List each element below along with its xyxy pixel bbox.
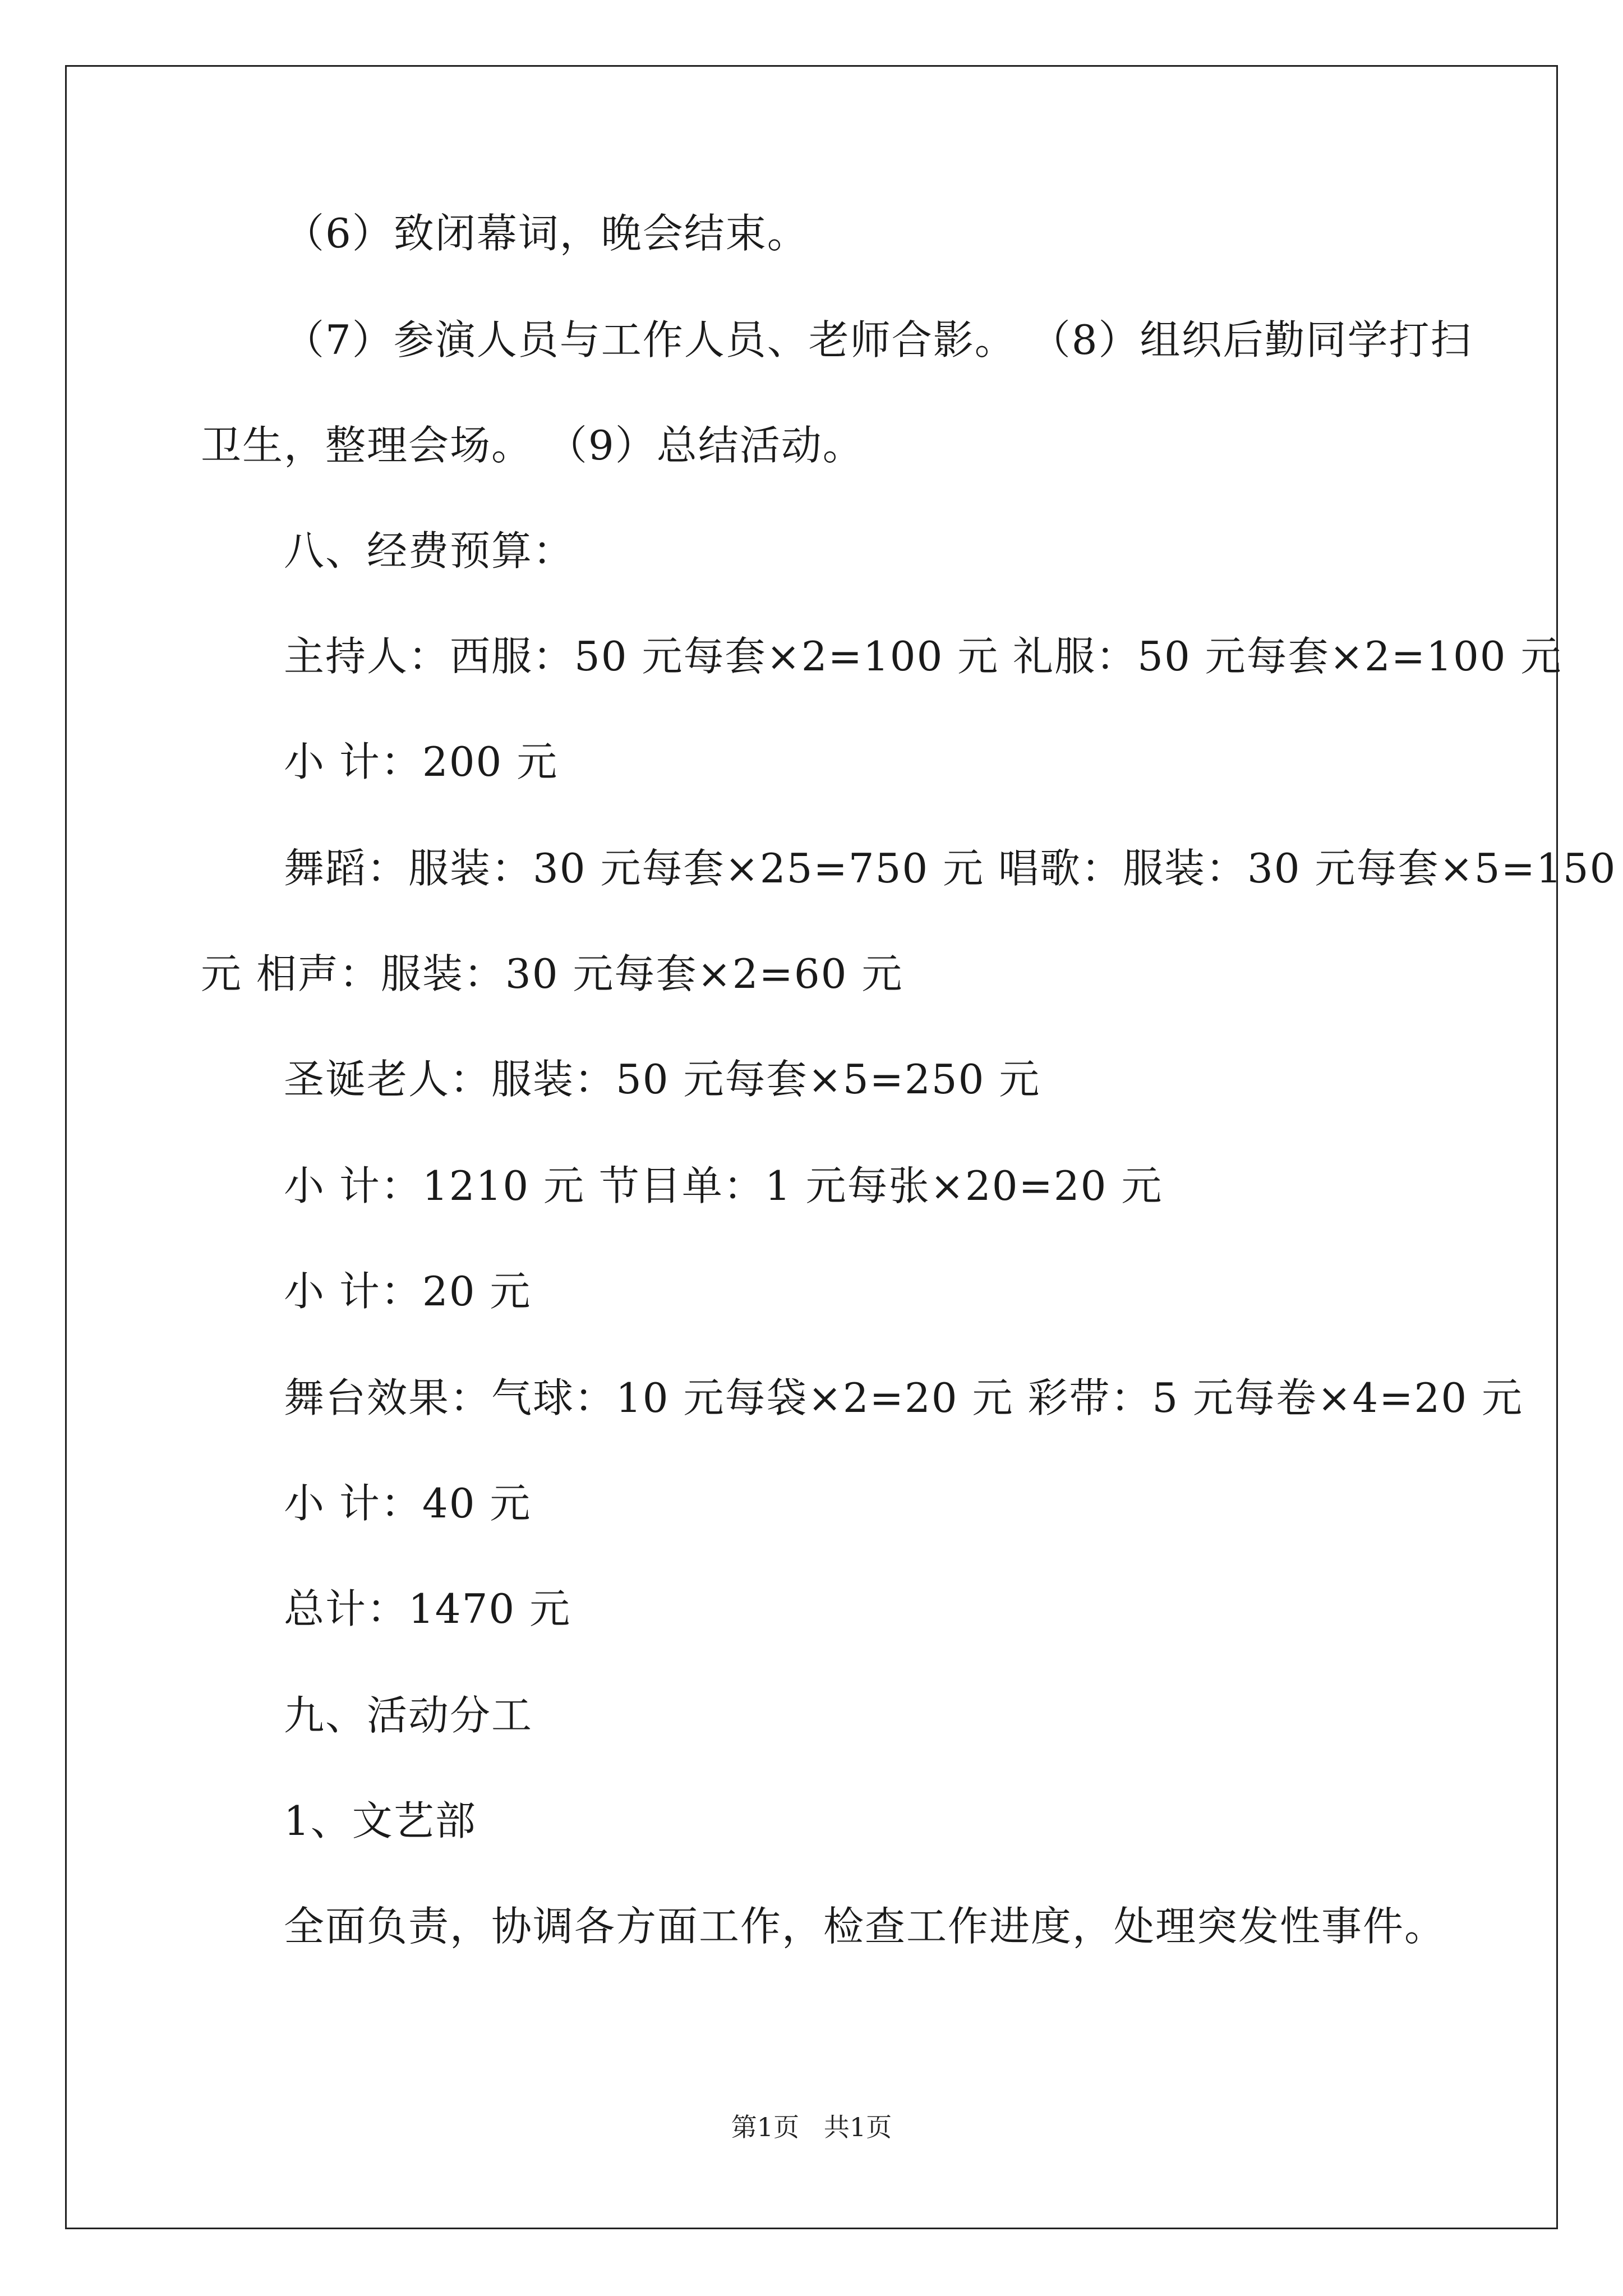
text-line: 小 计：40 元	[284, 1480, 532, 1527]
text-line: 小 计：1210 元 节目单：1 元每张×20=20 元	[284, 1162, 1163, 1209]
text-line: 小 计：20 元	[284, 1268, 532, 1315]
text-line: 元 相声：服装：30 元每套×2=60 元	[201, 950, 903, 997]
text-line: 主持人：西服：50 元每套×2=100 元 礼服：50 元每套×2=100 元	[284, 633, 1562, 680]
text-line: 小 计：200 元	[284, 738, 559, 785]
subsection-heading: 1、文艺部	[284, 1797, 477, 1844]
text-line: 舞蹈：服装：30 元每套×25=750 元 唱歌：服装：30 元每套×5=150	[284, 845, 1617, 892]
text-line: 全面负责，协调各方面工作，检查工作进度，处理突发性事件。	[284, 1903, 1446, 1950]
text-line: （6）致闭幕词，晚会结束。	[284, 210, 809, 257]
page-footer: 第1页 共1页	[731, 2112, 892, 2142]
section-heading: 九、活动分工	[284, 1692, 533, 1739]
text-line: （7）参演人员与工作人员、老师合影。 （8）组织后勤同学打扫	[284, 316, 1472, 364]
text-line: 舞台效果：气球：10 元每袋×2=20 元 彩带：5 元每卷×4=20 元	[284, 1374, 1524, 1421]
section-heading: 八、经费预算：	[284, 527, 575, 574]
text-line: 总计：1470 元	[284, 1585, 571, 1632]
text-line: 卫生，整理会场。 （9）总结活动。	[201, 422, 864, 469]
text-line: 圣诞老人：服装：50 元每套×5=250 元	[284, 1056, 1041, 1103]
